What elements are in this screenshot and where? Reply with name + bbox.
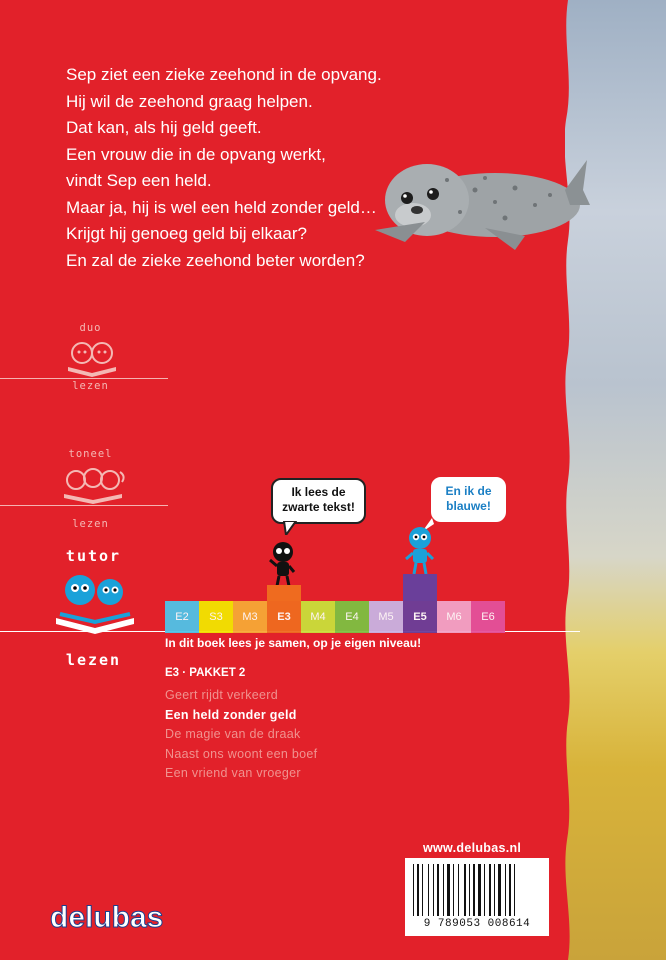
pakket-heading: E3 · PAKKET 2 [165, 667, 246, 679]
level-e2: E2 [165, 601, 199, 633]
level-e4: E4 [335, 601, 369, 633]
duo-sub-label: lezen [72, 380, 109, 392]
black-reader-figure [266, 540, 300, 588]
blurb-line: Hij wil de zeehond graag helpen. [66, 91, 313, 111]
podium-e5 [403, 574, 437, 601]
isbn-number: 9 789053 008614 [423, 918, 531, 930]
divider-line [0, 378, 168, 379]
torn-edge [548, 0, 588, 960]
tagline: In dit boek lees je samen, op je eigen niveau! [165, 636, 422, 650]
series-title: Naast ons woont een boef [165, 746, 318, 761]
tutor-label: tutor [65, 547, 122, 565]
speech-bubble-blue: En ik de blauwe! [431, 477, 506, 522]
blurb-line: Een vrouw die in de opvang werkt, [66, 144, 326, 164]
duo-readers-icon [62, 337, 122, 377]
blue-reader-figure [402, 526, 438, 576]
level-m3: M3 [233, 601, 267, 633]
tutor-readers-icon [50, 566, 140, 636]
publisher-logo-text: delubas [50, 901, 164, 934]
level-m5: M5 [369, 601, 403, 633]
level-e6: E6 [471, 601, 505, 633]
duo-label: duo [79, 322, 102, 334]
blurb-line: Krijgt hij genoeg geld bij elkaar? [66, 224, 307, 243]
tutor-sub-label: lezen [65, 651, 122, 669]
seal-illustration [365, 150, 590, 265]
toneel-sub-label: lezen [72, 518, 109, 530]
level-e5: E5 [403, 601, 437, 633]
speech-bubble-tail [282, 521, 298, 535]
level-s3: S3 [199, 601, 233, 633]
publisher-logo [48, 897, 188, 937]
podium-e3 [267, 585, 301, 601]
level-e3: E3 [267, 601, 301, 633]
website-link[interactable]: www.delubas.nl [423, 841, 522, 855]
series-title-list [165, 686, 317, 784]
level-m6: M6 [437, 601, 471, 633]
blurb-line: Maar ja, hij is wel een held zonder geld… [66, 197, 377, 217]
level-m4: M4 [301, 601, 335, 633]
blurb-line: vindt Sep een held. [66, 171, 212, 190]
blurb-line: Dat kan, als hij geld geeft. [66, 118, 262, 137]
series-title-current: Een held zonder geld [165, 707, 297, 722]
speech-bubble-black: Ik lees de zwarte tekst! [271, 478, 366, 524]
toneel-readers-icon [58, 462, 128, 504]
blurb-line: En zal de zieke zeehond beter worden? [66, 250, 365, 270]
barcode-panel [405, 858, 549, 936]
divider-line [0, 505, 168, 506]
toneel-label: toneel [68, 448, 113, 460]
series-title: Geert rijdt verkeerd [165, 688, 278, 702]
barcode [411, 864, 543, 916]
level-scale [165, 601, 505, 633]
series-title: De magie van de draak [165, 727, 301, 741]
blurb-line: Sep ziet een zieke zeehond in de opvang. [66, 65, 382, 84]
back-cover-blurb [66, 62, 382, 274]
series-title: Een vriend van vroeger [165, 766, 301, 780]
